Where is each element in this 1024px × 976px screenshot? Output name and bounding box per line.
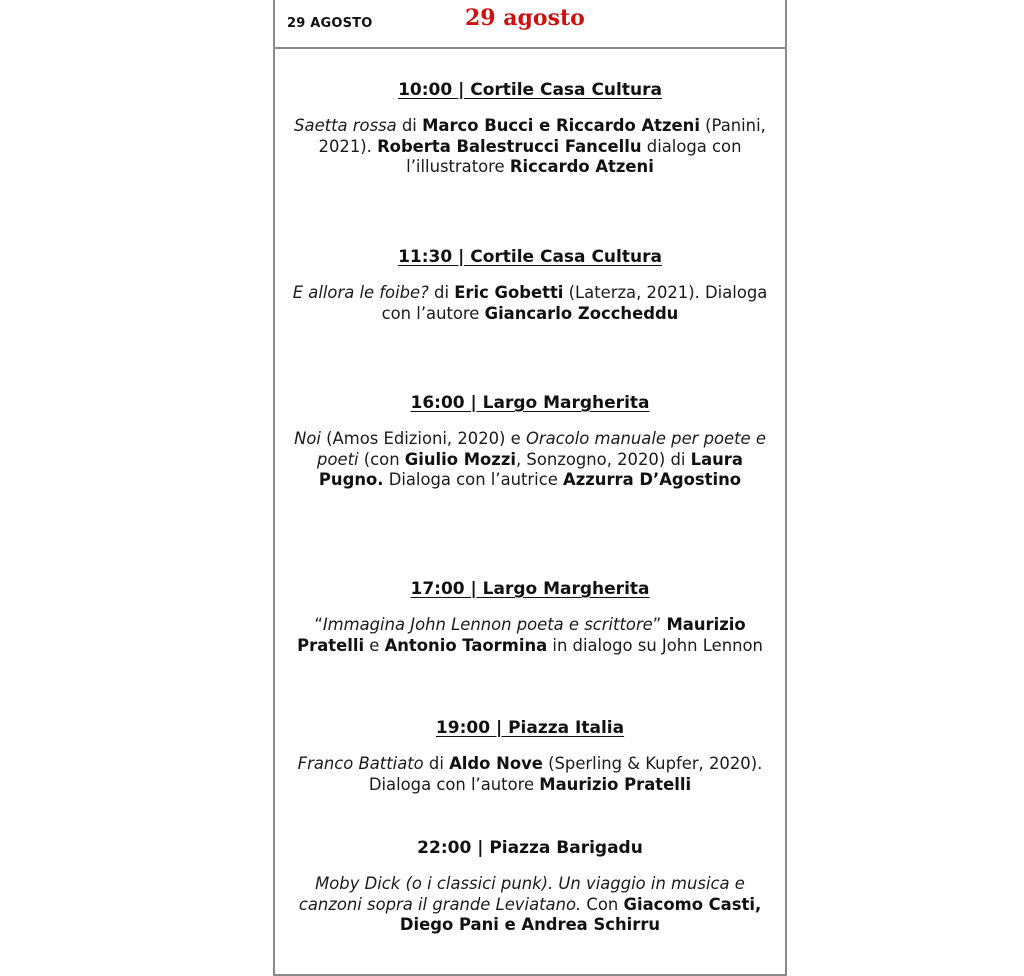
work-title: Saetta rossa xyxy=(294,116,397,135)
description-text: Dialoga con l’autrice xyxy=(383,470,564,489)
person-name: Roberta Balestrucci Fancellu xyxy=(377,136,642,156)
person-name: Maurizio Pratelli xyxy=(297,615,746,655)
event-description xyxy=(285,116,775,178)
work-title: E allora le foibe? xyxy=(292,283,429,302)
event-item xyxy=(275,837,785,936)
description-text: (Panini, 2021). xyxy=(318,116,766,156)
person-name: Giacomo Casti, Diego Pani e Andrea Schirru xyxy=(399,894,762,934)
event-time-venue: 11:30 | Cortile Casa Cultura xyxy=(398,247,662,267)
event-description xyxy=(285,754,775,795)
description-text: di xyxy=(428,283,455,302)
description-text: (Laterza, 2021). Dialoga con l’autore xyxy=(381,283,768,323)
work-title: Noi xyxy=(294,429,321,448)
event-description xyxy=(285,429,775,491)
person-name: Antonio Taormina xyxy=(384,635,548,655)
description-text: “ xyxy=(314,615,323,634)
event-description xyxy=(285,283,775,324)
person-name: Azzurra D’Agostino xyxy=(563,470,742,489)
person-name: Laura Pugno. xyxy=(318,449,743,489)
event-description xyxy=(285,615,775,656)
person-name: Marco Bucci e Riccardo Atzeni xyxy=(422,116,700,135)
event-time-venue: 19:00 | Piazza Italia xyxy=(435,718,625,738)
event-time-venue: 17:00 | Largo Margherita xyxy=(410,579,650,599)
description-text: dialoga con l’illustratore xyxy=(406,136,742,176)
work-title: Franco Battiato xyxy=(297,754,424,773)
event-time-venue: 16:00 | Largo Margherita xyxy=(410,393,650,413)
event-item xyxy=(275,578,785,656)
day-title: 29 agosto xyxy=(465,5,585,31)
day-header xyxy=(275,0,785,49)
event-time-venue: 10:00 | Cortile Casa Cultura xyxy=(398,80,662,100)
day-label: 29 AGOSTO xyxy=(287,16,373,31)
description-text: di xyxy=(423,754,450,773)
person-name: Maurizio Pratelli xyxy=(539,774,692,794)
description-text: in dialogo su John Lennon xyxy=(547,635,763,655)
work-title: Immagina John Lennon poeta e scrittore xyxy=(322,615,653,634)
event-time-venue: 22:00 | Piazza Barigadu xyxy=(417,838,643,858)
description-text: Con xyxy=(581,894,624,914)
person-name: Aldo Nove xyxy=(449,754,543,773)
work-title: Oracolo manuale per poete e poeti xyxy=(317,429,766,469)
event-description xyxy=(285,874,775,936)
description-text: (con xyxy=(358,449,405,469)
event-item xyxy=(275,717,785,795)
person-name: Eric Gobetti xyxy=(454,283,564,302)
person-name: Giancarlo Zoccheddu xyxy=(484,303,679,323)
person-name: Giulio Mozzi xyxy=(404,449,517,469)
description-text: , Sonzogno, 2020) di xyxy=(516,449,691,469)
work-title: Moby Dick (o i classici punk). Un viaggio in musica e canzoni sopra il grande Leviatano. xyxy=(298,874,745,914)
event-item xyxy=(275,246,785,324)
description-text: ” xyxy=(652,615,667,634)
event-item xyxy=(275,79,785,178)
person-name: Riccardo Atzeni xyxy=(509,157,654,176)
description-text: (Sperling & Kupfer, 2020). Dialoga con l’autore xyxy=(368,754,763,794)
description-text: e xyxy=(364,635,385,655)
program-panel xyxy=(273,0,787,976)
description-text: (Amos Edizioni, 2020) e xyxy=(320,429,526,448)
description-text: di xyxy=(396,116,423,135)
event-item xyxy=(275,392,785,491)
